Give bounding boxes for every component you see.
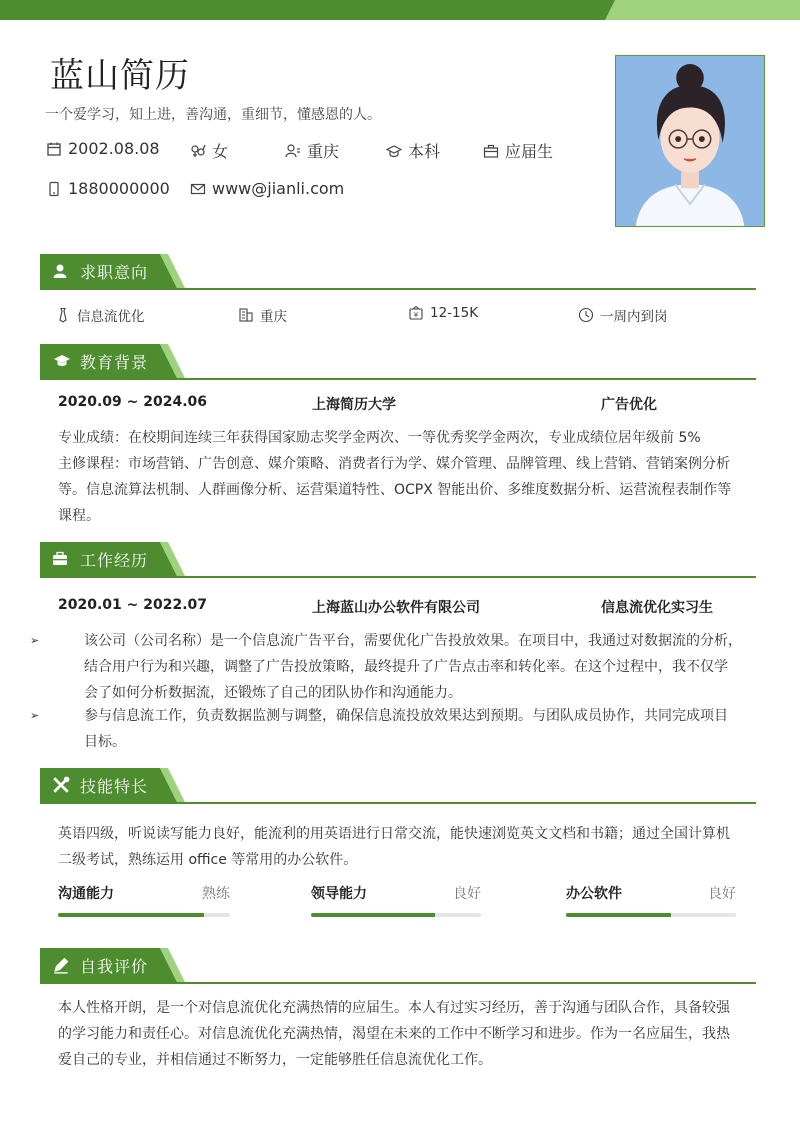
work-role: 信息流优化实习生: [601, 600, 713, 616]
work-bullet-line: 会了如何分析数据流，还锻炼了自己的团队协作和沟通能力。: [84, 685, 462, 701]
skills-line: 英语四级，听说读写能力良好，能流利的用英语进行日常交流，能快速浏览英文文档和书籍；通过全国计算机: [58, 826, 730, 842]
clock-icon: [578, 307, 594, 323]
work-company: 上海蓝山办公软件有限公司: [312, 600, 480, 616]
self-line: 本人性格开朗，是一个对信息流优化充满热情的应届生。本人有过实习经历，善于沟通与团队合作，具备较强: [58, 1000, 730, 1016]
edu-school: 上海简历大学: [312, 397, 396, 413]
city-text: 重庆: [307, 142, 340, 161]
edu-line: 课程。: [58, 508, 100, 524]
wallet-icon: [408, 305, 424, 321]
section-intent: [40, 254, 756, 290]
graduation-cap-icon: [386, 143, 402, 159]
skill-bar-fill: [58, 913, 204, 917]
profile-photo: [615, 55, 765, 227]
intent-city-text: 重庆: [260, 309, 287, 325]
info-status: [483, 139, 553, 162]
self-description: [58, 995, 758, 1073]
section-title: 求职意向: [80, 263, 149, 282]
skill-level: 良好: [453, 886, 481, 902]
gender-icon: [190, 143, 206, 159]
graduation-cap-icon: [52, 353, 72, 369]
birth-text: 2002.08.08: [68, 139, 160, 158]
slogan: 一个爱学习，知上进，善沟通，重细节，懂感恩的人。: [45, 107, 381, 123]
section-title: 教育背景: [80, 353, 149, 372]
section-divider: [40, 982, 756, 984]
edu-line: 等。信息流算法机制、人群画像分析、运营渠道特性、OCPX 智能出价、多维度数据分析、运营流程表制作等: [58, 482, 732, 498]
arrow-bullet-icon: ➢: [30, 634, 40, 647]
info-gender: [190, 139, 228, 162]
gender-text: 女: [212, 142, 229, 161]
intent-availability: [578, 305, 668, 325]
intent-position-text: 信息流优化: [77, 309, 145, 325]
email-text: www@jianli.com: [212, 179, 345, 198]
tools-icon: [52, 776, 70, 794]
info-birth: [46, 139, 160, 158]
skill-bar: [311, 913, 481, 917]
section-divider: [40, 288, 756, 290]
skill-level: 熟练: [202, 886, 230, 902]
svg-text:¥: ¥: [413, 311, 419, 319]
skill-bar: [58, 913, 230, 917]
section-self: [40, 948, 756, 984]
user-icon: [52, 263, 68, 279]
info-phone: [46, 179, 170, 198]
edu-period: 2020.09 ~ 2024.06: [58, 394, 208, 410]
section-divider: [40, 378, 756, 380]
section-divider: [40, 576, 756, 578]
section-education: [40, 344, 756, 380]
resume-name: 蓝山简历: [50, 56, 190, 96]
section-divider: [40, 802, 756, 804]
section-title: 工作经历: [80, 551, 149, 570]
skills-line: 二级考试，熟练运用 office 等常用的办公软件。: [58, 852, 358, 868]
phone-text: 1880000000: [68, 179, 170, 198]
work-bullet-line: 结合用户行为和兴趣，调整了广告投放策略，最终提升了广告点击率和转化率。在这个过程中，我不仅学: [84, 659, 728, 675]
person-icon: [285, 143, 301, 159]
skill-level: 良好: [708, 886, 736, 902]
work-bullet-line: 参与信息流工作，负责数据监测与调整，确保信息流投放效果达到预期。与团队成员协作，共同完成项目: [84, 708, 728, 724]
intent-city: [238, 305, 287, 325]
work-bullet-line: 目标。: [84, 734, 126, 750]
self-line: 爱自己的专业，并相信通过不断努力，一定能够胜任信息流优化工作。: [58, 1052, 492, 1068]
tie-icon: [55, 307, 71, 323]
arrow-bullet-icon: ➢: [30, 709, 40, 722]
edu-line: 专业成绩：在校期间连续三年获得国家励志奖学金两次、一等优秀奖学金两次，专业成绩位居年级前 5%: [58, 430, 701, 446]
avatar-illustration: [616, 56, 764, 226]
info-city: [285, 139, 339, 162]
skill-name: 办公软件: [566, 886, 622, 902]
intent-availability-text: 一周内到岗: [600, 309, 668, 325]
calendar-icon: [46, 141, 62, 157]
top-decor-bar: [0, 0, 800, 20]
edu-line: 主修课程：市场营销、广告创意、媒介策略、消费者行为学、媒介管理、品牌管理、线上营销、营销案例分析: [58, 456, 730, 472]
section-title: 技能特长: [80, 777, 149, 796]
skill-bar: [566, 913, 736, 917]
section-work: [40, 542, 756, 578]
self-line: 的学习能力和责任心。对信息流优化充满热情，渴望在未来的工作中不断学习和进步。作为一名应届生，我热: [58, 1026, 730, 1042]
building-icon: [238, 307, 254, 323]
section-title: 自我评价: [80, 957, 149, 976]
intent-salary: [408, 305, 478, 321]
edu-major: 广告优化: [601, 397, 657, 413]
phone-icon: [46, 181, 62, 197]
mail-icon: [190, 181, 206, 197]
pen-icon: [52, 956, 70, 974]
skill-name: 沟通能力: [58, 886, 114, 902]
work-bullet: [30, 628, 742, 706]
toolbox-icon: [52, 551, 68, 567]
work-bullet: [30, 703, 728, 755]
skill-bar-fill: [311, 913, 435, 917]
work-period: 2020.01 ~ 2022.07: [58, 597, 208, 613]
status-text: 应届生: [505, 142, 554, 161]
info-email: [190, 179, 344, 198]
work-bullet-line: 该公司（公司名称）是一个信息流广告平台，需要优化广告投放效果。在项目中，我通过对数据流的分析，: [84, 633, 742, 649]
skill-name: 领导能力: [311, 886, 367, 902]
briefcase-icon: [483, 143, 499, 159]
section-skills: [40, 768, 756, 804]
intent-salary-text: 12-15K: [430, 305, 479, 321]
info-degree: [386, 139, 440, 162]
edu-description: [58, 425, 758, 529]
skills-description: [58, 821, 758, 873]
skill-bar-fill: [566, 913, 671, 917]
intent-position: [55, 305, 145, 325]
degree-text: 本科: [408, 142, 441, 161]
